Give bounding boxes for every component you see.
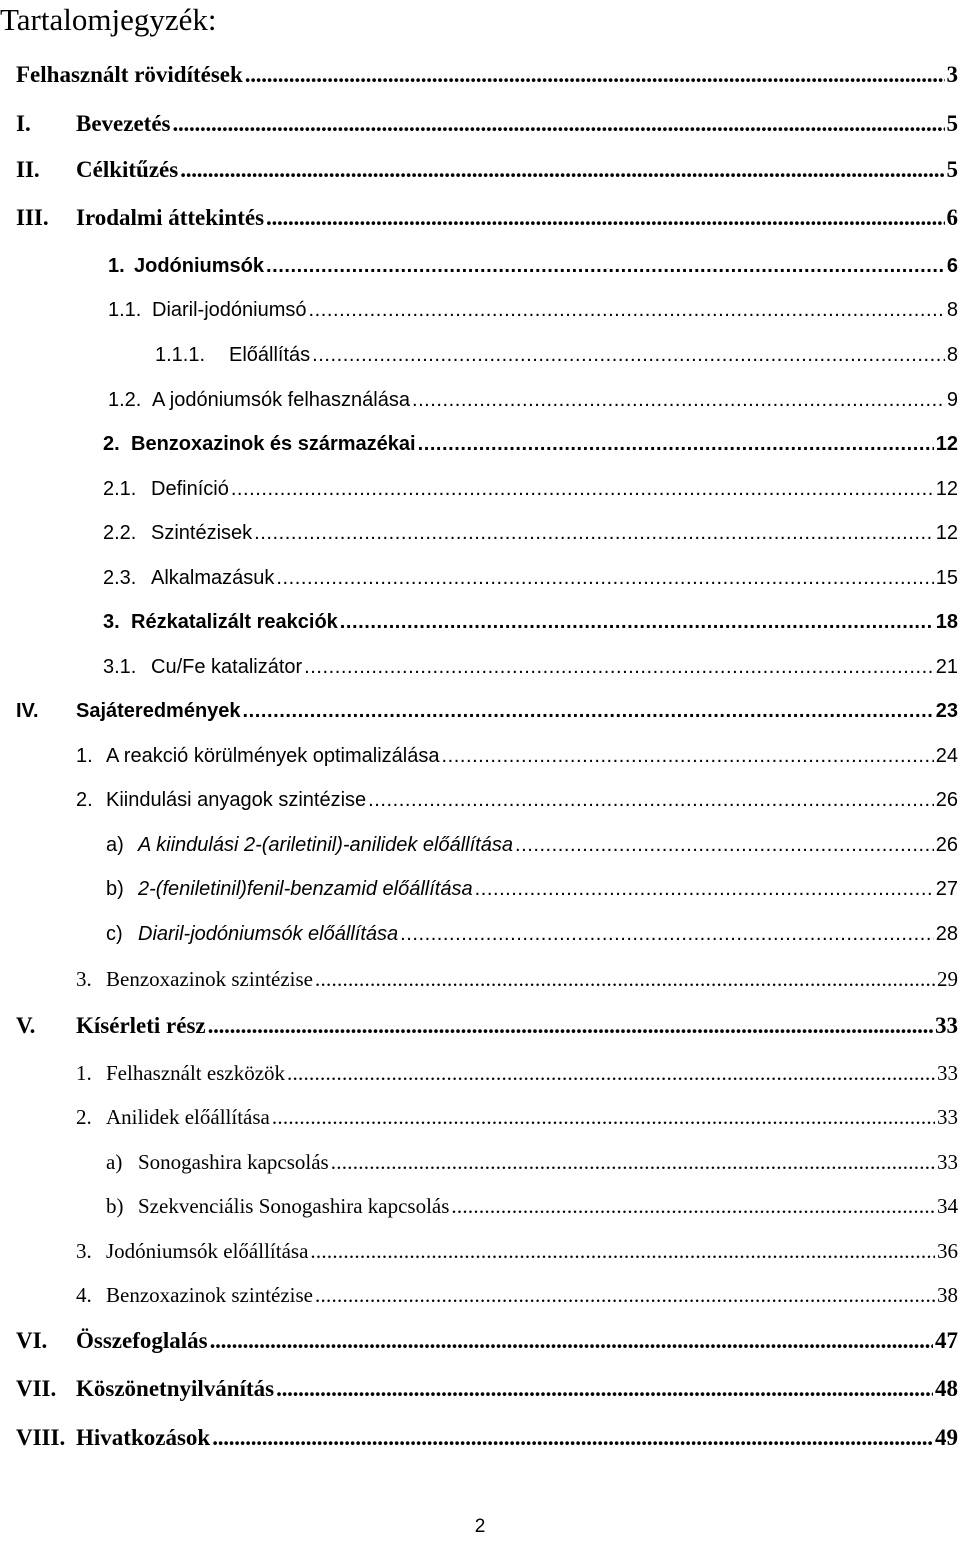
toc-entry[interactable] — [16, 62, 958, 92]
toc-entry-number: b) — [106, 878, 124, 900]
toc-entry-number: a) — [106, 1150, 123, 1174]
toc-entry-label: Cu/Fe katalizátor — [151, 656, 303, 678]
toc-entry-number: 3.1. — [103, 656, 137, 678]
toc-entry-number: 1. — [76, 1061, 92, 1085]
toc-entry[interactable] — [103, 478, 958, 508]
toc-entry-page: 12 — [935, 522, 958, 544]
toc-entry-number: 1.1.1. — [155, 344, 206, 366]
dot-leader — [287, 1061, 935, 1086]
toc-entry-page: 26 — [935, 834, 958, 856]
toc-entry[interactable] — [76, 1105, 958, 1135]
toc-entry-label: Anilidek előállítása — [106, 1105, 270, 1129]
toc-entry-number: 2.2. — [103, 522, 137, 544]
toc-entry[interactable] — [103, 433, 958, 463]
toc-entry[interactable] — [16, 111, 958, 141]
dot-leader — [412, 389, 945, 412]
toc-entry[interactable] — [106, 923, 958, 953]
toc-entry-label: Irodalmi áttekintés — [76, 205, 265, 230]
toc-entry-page: 6 — [946, 205, 958, 230]
toc-entry[interactable] — [106, 834, 958, 864]
dot-leader — [310, 1239, 935, 1264]
dot-leader — [266, 205, 944, 231]
toc-entry-page: 33 — [935, 1013, 958, 1038]
toc-entry-page: 48 — [935, 1376, 958, 1401]
toc-entry-label: Szekvenciális Sonogashira kapcsolás — [138, 1194, 450, 1218]
toc-entry-label: Bevezetés — [76, 111, 171, 136]
toc-entry-page: 34 — [937, 1194, 958, 1218]
toc-entry-number: 1. — [76, 745, 93, 767]
dot-leader — [231, 478, 934, 501]
toc-entry[interactable] — [103, 567, 958, 597]
toc-entry-label: Szintézisek — [151, 522, 253, 544]
toc-entry-label: Sonogashira kapcsolás — [138, 1150, 329, 1174]
toc-entry-number: 4. — [76, 1283, 92, 1307]
toc-entry-label: Benzoxazinok szintézise — [106, 1283, 314, 1307]
page-number: 2 — [474, 1516, 486, 1537]
dot-leader — [254, 522, 934, 545]
toc-entry-page: 23 — [935, 700, 958, 722]
toc-entry-number: VII. — [16, 1376, 57, 1401]
toc-entry-number: 2. — [76, 789, 93, 811]
dot-leader — [243, 700, 934, 723]
toc-entry[interactable] — [16, 1425, 958, 1455]
toc-entry-label: Előállítás — [229, 344, 311, 366]
page-title: Tartalomjegyzék: — [0, 2, 217, 37]
toc-entry-page: 9 — [946, 389, 958, 411]
toc-entry-page: 5 — [946, 111, 958, 136]
toc-entry[interactable] — [108, 389, 958, 419]
dot-leader — [312, 344, 945, 367]
toc-entry-number: b) — [106, 1194, 124, 1218]
toc-entry-page: 36 — [937, 1239, 958, 1263]
toc-entry-number: 2.3. — [103, 567, 137, 589]
toc-entry[interactable] — [16, 1328, 958, 1358]
toc-entry-label: Jodóniumsók előállítása — [106, 1239, 309, 1263]
toc-entry-label: Alkalmazásuk — [151, 567, 275, 589]
toc-entry-number: IV. — [16, 700, 39, 722]
dot-leader — [331, 1150, 935, 1175]
toc-entry-number: 3. — [76, 967, 92, 991]
dot-leader — [210, 1328, 933, 1354]
toc-entry[interactable] — [76, 745, 958, 775]
dot-leader — [368, 789, 934, 812]
dot-leader — [451, 1194, 935, 1219]
toc-entry-page: 29 — [937, 967, 958, 991]
toc-entry[interactable] — [103, 656, 958, 686]
toc-entry[interactable] — [108, 255, 958, 285]
toc-entry[interactable] — [76, 1283, 958, 1313]
toc-entry-label: A kiindulási 2-(ariletinil)-anilidek előállítása — [138, 834, 513, 856]
toc-entry-page: 33 — [937, 1150, 958, 1174]
toc-entry-number: II. — [16, 157, 40, 182]
toc-entry[interactable] — [16, 700, 958, 730]
toc-entry-number: I. — [16, 111, 31, 136]
toc-entry[interactable] — [108, 299, 958, 329]
toc-entry[interactable] — [76, 1061, 958, 1091]
toc-entry-number: 2. — [103, 433, 120, 455]
toc-entry-number: c) — [106, 923, 123, 945]
dot-leader — [315, 967, 935, 992]
toc-entry[interactable] — [16, 1376, 958, 1406]
toc-entry-page: 5 — [946, 157, 958, 182]
toc-entry-page: 12 — [935, 433, 958, 455]
dot-leader — [442, 745, 934, 768]
toc-entry-label: Sajáteredmények — [76, 700, 241, 722]
dot-leader — [515, 834, 934, 857]
dot-leader — [180, 157, 944, 183]
dot-leader — [245, 62, 945, 88]
toc-entry-label: 2-(feniletinil)fenil-benzamid előállítása — [138, 878, 473, 900]
toc-entry-page: 3 — [946, 62, 958, 87]
toc-entry-number: VI. — [16, 1328, 48, 1353]
toc-entry-label: Célkitűzés — [76, 157, 179, 182]
toc-entry-label: Definíció — [151, 478, 229, 500]
dot-leader — [173, 111, 945, 137]
toc-entry-page: 8 — [946, 299, 958, 321]
toc-entry-label: Kiindulási anyagok szintézise — [106, 789, 367, 811]
toc-entry-number: a) — [106, 834, 124, 856]
toc-entry[interactable] — [103, 522, 958, 552]
toc-entry-label: Kísérleti rész — [76, 1013, 206, 1038]
toc-entry-page: 6 — [946, 255, 958, 277]
dot-leader — [276, 567, 933, 590]
toc-entry-page: 33 — [937, 1061, 958, 1085]
dot-leader — [400, 923, 934, 946]
dot-leader — [272, 1105, 935, 1130]
toc-entry[interactable] — [76, 1239, 958, 1269]
toc-entry-page: 47 — [935, 1328, 958, 1353]
toc-entry-number: 1.2. — [108, 389, 142, 411]
toc-entry[interactable] — [76, 967, 958, 997]
toc-entry-page: 49 — [935, 1425, 958, 1450]
toc-entry-number: 1.1. — [108, 299, 142, 321]
toc-entry-number: 1. — [108, 255, 125, 277]
toc-entry-page: 38 — [937, 1283, 958, 1307]
dot-leader — [208, 1013, 933, 1039]
toc-entry-label: Hivatkozások — [76, 1425, 211, 1450]
toc-entry-label: Benzoxazinok és származékai — [131, 433, 416, 455]
toc-entry-page: 21 — [935, 656, 958, 678]
toc-entry[interactable] — [155, 344, 958, 374]
toc-entry-label: Diaril-jodóniumsó — [152, 299, 307, 321]
toc-entry-page: 12 — [935, 478, 958, 500]
toc-entry-label: Összefoglalás — [76, 1328, 208, 1353]
toc-entry[interactable] — [16, 157, 958, 187]
toc-entry-number: 2. — [76, 1105, 92, 1129]
toc-entry[interactable] — [16, 1013, 958, 1043]
toc-entry[interactable] — [106, 878, 958, 908]
toc-entry-label: Rézkatalizált reakciók — [131, 611, 338, 633]
toc-entry-page: 18 — [935, 611, 958, 633]
toc-entry[interactable] — [103, 611, 958, 641]
toc-entry-page: 33 — [937, 1105, 958, 1129]
toc-entry-page: 24 — [935, 745, 958, 767]
toc-entry-page: 26 — [935, 789, 958, 811]
toc-entry-page: 8 — [946, 344, 958, 366]
toc-entry-number: 3. — [76, 1239, 92, 1263]
toc-entry-number: 3. — [103, 611, 120, 633]
toc-entry-label: Felhasznált rövidítések — [16, 62, 243, 87]
toc-entry[interactable] — [76, 789, 958, 819]
toc-entry-label: Jodóniumsók — [134, 255, 265, 277]
toc-entry-label: Benzoxazinok szintézise — [106, 967, 314, 991]
dot-leader — [315, 1283, 935, 1308]
toc-entry-number: V. — [16, 1013, 36, 1038]
dot-leader — [418, 433, 934, 456]
dot-leader — [309, 299, 945, 322]
toc-entry-page: 28 — [935, 923, 958, 945]
toc-entry-label: Diaril-jodóniumsók előállítása — [138, 923, 399, 945]
toc-entry-page: 27 — [935, 878, 958, 900]
toc-entry-label: Felhasznált eszközök — [106, 1061, 286, 1085]
toc-entry-number: VIII. — [16, 1425, 66, 1450]
toc-entry[interactable] — [106, 1194, 958, 1224]
dot-leader — [475, 878, 934, 901]
dot-leader — [212, 1425, 933, 1451]
dot-leader — [266, 255, 945, 278]
toc-entry-label: A jodóniumsók felhasználása — [152, 389, 410, 411]
toc-entry[interactable] — [16, 205, 958, 235]
toc-entry-number: III. — [16, 205, 49, 230]
dot-leader — [340, 611, 934, 634]
dot-leader — [276, 1376, 933, 1402]
toc-entry[interactable] — [106, 1150, 958, 1180]
toc-entry-number: 2.1. — [103, 478, 137, 500]
dot-leader — [304, 656, 934, 679]
toc-entry-page: 15 — [935, 567, 958, 589]
toc-entry-label: Köszönetnyilvánítás — [76, 1376, 275, 1401]
toc-entry-label: A reakció körülmények optimalizálása — [106, 745, 440, 767]
